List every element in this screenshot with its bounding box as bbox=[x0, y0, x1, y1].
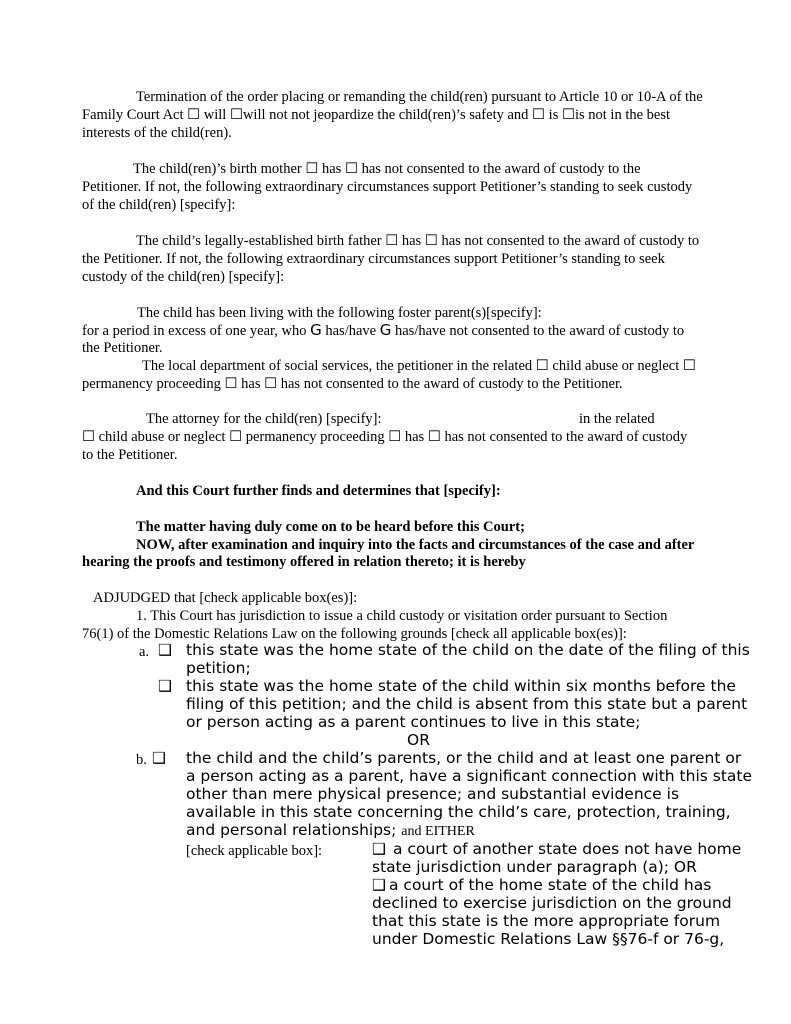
birth-father-line-3: custody of the child(ren) [specify]: bbox=[82, 269, 285, 285]
attorney-permanency-checkbox[interactable]: ☐ bbox=[229, 429, 243, 445]
foster-has-not-label: has/have not consented to the award of custody to bbox=[394, 323, 685, 339]
a1-checkbox[interactable]: ❑ bbox=[158, 641, 172, 659]
attorney-line-1a: The attorney for the child(ren) [specify]: bbox=[146, 411, 382, 427]
a2-checkbox[interactable]: ❑ bbox=[158, 677, 172, 695]
will-not-checkbox[interactable]: ☐ bbox=[229, 107, 243, 123]
father-has-not-label: has not consented to the award of custody to bbox=[441, 233, 700, 249]
attorney-line-1b: in the related bbox=[579, 411, 655, 427]
will-label: will bbox=[203, 107, 227, 123]
attorney-has-not-checkbox[interactable]: ☐ bbox=[427, 429, 441, 445]
birth-father-text: The child’s legally-established birth father bbox=[136, 233, 382, 249]
a2-line-2: filing of this petition; and the child is absent from this state but a parent bbox=[186, 695, 748, 713]
foster-has-label: has/have bbox=[325, 323, 377, 339]
now-line-2: hearing the proofs and testimony offered in relation thereto; it is hereby bbox=[82, 554, 526, 570]
foster-line-3: the Petitioner. bbox=[82, 340, 163, 356]
will-checkbox[interactable]: ☐ bbox=[187, 107, 201, 123]
local-dept-text: The local department of social services, the petitioner in the related bbox=[142, 358, 533, 374]
a2-line-3: or person acting as a parent continues to live in this state; bbox=[186, 713, 641, 731]
will-not-label: will not not jeopardize the child(ren)’s safety and bbox=[242, 107, 529, 123]
local-has-not-checkbox[interactable]: ☐ bbox=[264, 376, 278, 392]
item-1-line-2: 76(1) of the Domestic Relations Law on the following grounds [check all applicable box(es)]: bbox=[82, 626, 627, 642]
c2-checkbox[interactable]: ❑ bbox=[372, 876, 386, 894]
mother-has-checkbox[interactable]: ☐ bbox=[305, 161, 319, 177]
birth-mother-line-3: of the child(ren) [specify]: bbox=[82, 197, 236, 213]
is-checkbox[interactable]: ☐ bbox=[532, 107, 546, 123]
birth-mother-line-2: Petitioner. If not, the following extraordinary circumstances support Petitioner’s standing to seek custody bbox=[82, 179, 693, 195]
or-separator: OR bbox=[407, 731, 430, 749]
birth-mother-text: The child(ren)’s birth mother bbox=[133, 161, 302, 177]
b-line-3: other than mere physical presence; and substantial evidence is bbox=[186, 785, 680, 803]
foster-text: for a period in excess of one year, who bbox=[82, 323, 307, 339]
birth-father-line-2: the Petitioner. If not, the following extraordinary circumstances support Petitioner’s standing to seek bbox=[82, 251, 665, 267]
attorney-line-2 bbox=[82, 428, 687, 446]
attorney-line-3: to the Petitioner. bbox=[82, 447, 178, 463]
local-dept-line-2 bbox=[82, 375, 623, 393]
matter-heard-text: The matter having duly come on to be heard before this Court; bbox=[136, 519, 525, 535]
attorney-has-not-label: has not consented to the award of custody bbox=[444, 429, 688, 445]
local-has-checkbox[interactable]: ☐ bbox=[224, 376, 238, 392]
b-line-5 bbox=[186, 821, 475, 841]
termination-line-1: Termination of the order placing or remanding the child(ren) pursuant to Article 10 or 10-A of the bbox=[136, 89, 703, 105]
check-applicable-box-label: [check applicable box]: bbox=[186, 843, 323, 859]
a1-line-2: petition; bbox=[186, 659, 251, 677]
local-dept-line-1 bbox=[142, 357, 696, 375]
father-has-label: has bbox=[401, 233, 422, 249]
c1-line-2: state jurisdiction under paragraph (a); OR bbox=[372, 858, 697, 876]
a2-line-1: this state was the home state of the child within six months before the bbox=[186, 677, 736, 695]
attorney-has-label: has bbox=[404, 429, 425, 445]
attorney-permanency-label: permanency proceeding bbox=[245, 429, 385, 445]
c2-line-2: declined to exercise jurisdiction on the ground bbox=[372, 894, 732, 912]
father-has-checkbox[interactable]: ☐ bbox=[385, 233, 399, 249]
foster-has-checkbox[interactable]: G bbox=[310, 321, 322, 339]
adjudged-text: ADJUDGED that [check applicable box(es)]: bbox=[93, 590, 358, 606]
mother-has-not-checkbox[interactable]: ☐ bbox=[344, 161, 358, 177]
now-line-1: NOW, after examination and inquiry into the facts and circumstances of the case and after bbox=[136, 537, 695, 553]
b-line-5-b: and EITHER bbox=[401, 824, 475, 839]
b-line-5-a: and personal relationships; bbox=[186, 821, 397, 839]
birth-mother-line-1 bbox=[133, 160, 641, 178]
attorney-abuse-checkbox[interactable]: ☐ bbox=[82, 429, 95, 445]
b-line-4: available in this state concerning the child’s care, protection, training, bbox=[186, 803, 731, 821]
item-1-line-1: 1. This Court has jurisdiction to issue a child custody or visitation order pursuant to Section bbox=[136, 608, 668, 624]
termination-line-2 bbox=[82, 106, 670, 124]
item-b-label: b. bbox=[136, 752, 147, 768]
b-line-2: a person acting as a parent, have a significant connection with this state bbox=[186, 767, 753, 785]
attorney-abuse-label: child abuse or neglect bbox=[98, 429, 226, 445]
termination-line-3: interests of the child(ren). bbox=[82, 125, 232, 141]
termination-text-a: Family Court Act bbox=[82, 107, 184, 123]
birth-father-line-1 bbox=[136, 232, 699, 250]
father-has-not-checkbox[interactable]: ☐ bbox=[424, 233, 438, 249]
local-has-label: has bbox=[241, 376, 261, 392]
local-abuse-checkbox[interactable]: ☐ bbox=[535, 358, 549, 374]
c2-line-1: a court of the home state of the child has bbox=[389, 876, 712, 894]
further-finds-heading: And this Court further finds and determines that [specify]: bbox=[136, 483, 501, 499]
a1-line-1: this state was the home state of the child on the date of the filing of this bbox=[186, 641, 750, 659]
c2-line-4: under Domestic Relations Law §§76-f or 76-g, bbox=[372, 930, 725, 948]
b-checkbox[interactable]: ❑ bbox=[152, 749, 166, 767]
is-not-checkbox[interactable]: ☐ bbox=[561, 107, 575, 123]
c2-line-3: that this state is the more appropriate forum bbox=[372, 912, 721, 930]
foster-line-2 bbox=[82, 321, 684, 340]
mother-has-not-label: has not consented to the award of custody to the bbox=[361, 161, 641, 177]
is-label: is bbox=[548, 107, 559, 123]
local-abuse-label: child abuse or neglect bbox=[552, 358, 680, 374]
local-has-not-label: has not consented to the award of custody to the Petitioner. bbox=[280, 376, 623, 392]
b-line-1: the child and the child’s parents, or the child and at least one parent or bbox=[186, 749, 742, 767]
foster-line-1: The child has been living with the following foster parent(s)[specify]: bbox=[137, 305, 542, 321]
mother-has-label: has bbox=[321, 161, 342, 177]
is-not-label: is not in the best bbox=[574, 107, 671, 123]
c1-line-1: a court of another state does not have home bbox=[393, 840, 742, 858]
foster-has-not-checkbox[interactable]: G bbox=[379, 321, 392, 339]
local-permanency-checkbox[interactable]: ☐ bbox=[682, 358, 696, 374]
local-permanency-label: permanency proceeding bbox=[82, 376, 221, 392]
item-a-label: a. bbox=[139, 644, 150, 660]
attorney-has-checkbox[interactable]: ☐ bbox=[388, 429, 402, 445]
c1-checkbox[interactable]: ❑ bbox=[372, 840, 386, 858]
